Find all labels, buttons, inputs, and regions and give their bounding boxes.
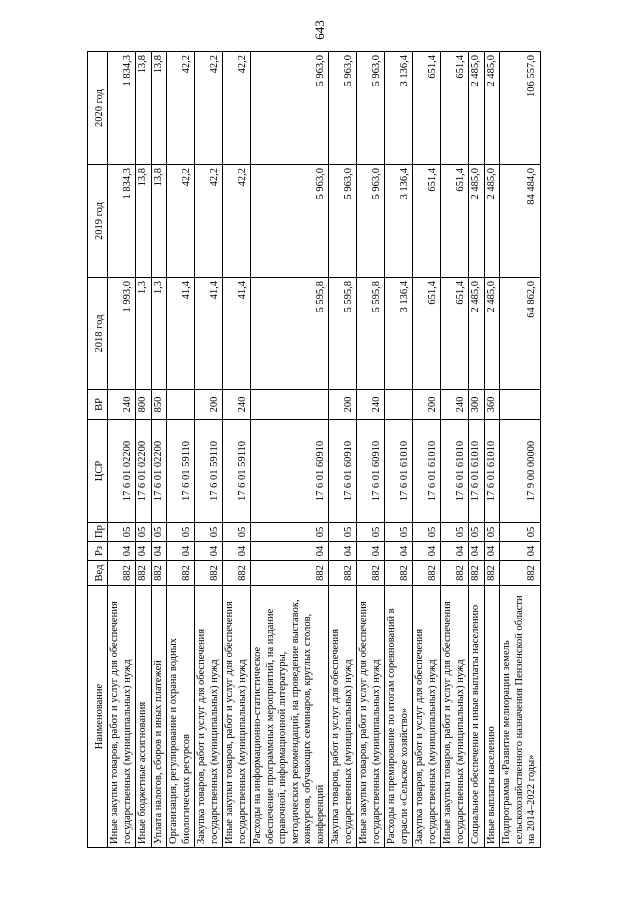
- cell-vr: 800: [136, 390, 152, 420]
- cell-ved: 882: [251, 561, 329, 586]
- cell-csr: 17 9 00 00000: [500, 420, 541, 523]
- cell-rz: 04: [167, 542, 195, 561]
- cell-2018: 2 485,0: [484, 278, 500, 390]
- rotated-table-wrapper: [87, 52, 541, 848]
- cell-csr: 17 6 01 61010: [441, 420, 469, 523]
- cell-pr: 05: [151, 523, 167, 542]
- table-row: [108, 52, 136, 848]
- cell-name: Закупка товаров, работ и услуг для обеспечения государственных (муниципальных) нужд: [329, 586, 357, 848]
- cell-2018: 651,4: [441, 278, 469, 390]
- cell-name: Социальное обеспечение и иные выплаты населению: [469, 586, 485, 848]
- cell-pr: 05: [500, 523, 541, 542]
- cell-name: Иные закупки товаров, работ и услуг для обеспечения государственных (муниципальных) нужд: [357, 586, 385, 848]
- table-row: [385, 52, 413, 848]
- table-row: [357, 52, 385, 848]
- table-row: [441, 52, 469, 848]
- cell-vr: 200: [329, 390, 357, 420]
- cell-rz: 04: [136, 542, 152, 561]
- cell-ved: 882: [484, 561, 500, 586]
- cell-ved: 882: [441, 561, 469, 586]
- cell-2018: 2 485,0: [469, 278, 485, 390]
- cell-rz: 04: [441, 542, 469, 561]
- header-ved: Вед: [88, 561, 108, 586]
- cell-name: Иные выплаты населению: [484, 586, 500, 848]
- cell-csr: 17 6 01 61010: [484, 420, 500, 523]
- cell-vr: [251, 390, 329, 420]
- cell-csr: 17 6 01 59110: [223, 420, 251, 523]
- table-body: [108, 52, 541, 848]
- cell-csr: 17 6 01 61010: [385, 420, 413, 523]
- cell-pr: 05: [413, 523, 441, 542]
- cell-name: Подпрограмма «Развитие мелиорации земель сельскохозяйственного назначения Пензенской области на 2014–2022 годы»: [500, 586, 541, 848]
- cell-pr: 05: [357, 523, 385, 542]
- cell-rz: 04: [251, 542, 329, 561]
- cell-2019: 5 963,0: [251, 165, 329, 278]
- cell-2019: 84 484,0: [500, 165, 541, 278]
- cell-vr: 200: [195, 390, 223, 420]
- cell-2020: 13,8: [151, 52, 167, 165]
- cell-name: Иные бюджетные ассигнования: [136, 586, 152, 848]
- table-row: [251, 52, 329, 848]
- cell-2018: 5 595,8: [357, 278, 385, 390]
- cell-2020: 2 485,0: [484, 52, 500, 165]
- cell-2019: 651,4: [441, 165, 469, 278]
- cell-2018: 41,4: [167, 278, 195, 390]
- cell-ved: 882: [357, 561, 385, 586]
- cell-2019: 651,4: [413, 165, 441, 278]
- table-row: [469, 52, 485, 848]
- cell-ved: 882: [136, 561, 152, 586]
- cell-2020: 2 485,0: [469, 52, 485, 165]
- cell-pr: 05: [329, 523, 357, 542]
- cell-2020: 5 963,0: [329, 52, 357, 165]
- cell-name: Иные закупки товаров, работ и услуг для обеспечения государственных (муниципальных) нужд: [441, 586, 469, 848]
- cell-2018: 651,4: [413, 278, 441, 390]
- cell-ved: 882: [413, 561, 441, 586]
- cell-vr: 850: [151, 390, 167, 420]
- cell-vr: [385, 390, 413, 420]
- header-csr: ЦСР: [88, 420, 108, 523]
- cell-csr: 17 6 01 61010: [469, 420, 485, 523]
- cell-2020: 651,4: [441, 52, 469, 165]
- cell-2018: 41,4: [195, 278, 223, 390]
- table-row: [223, 52, 251, 848]
- cell-2019: 42,2: [167, 165, 195, 278]
- cell-name: Иные закупки товаров, работ и услуг для обеспечения государственных (муниципальных) нужд: [108, 586, 136, 848]
- cell-2020: 42,2: [195, 52, 223, 165]
- table-row: [413, 52, 441, 848]
- cell-rz: 04: [108, 542, 136, 561]
- header-pr: Пр: [88, 523, 108, 542]
- cell-pr: 05: [251, 523, 329, 542]
- cell-2019: 5 963,0: [329, 165, 357, 278]
- cell-csr: 17 6 01 02200: [136, 420, 152, 523]
- cell-csr: 17 6 01 59110: [195, 420, 223, 523]
- cell-csr: 17 6 01 61010: [413, 420, 441, 523]
- cell-vr: 240: [441, 390, 469, 420]
- header-name: Наименование: [88, 586, 108, 848]
- cell-2020: 5 963,0: [357, 52, 385, 165]
- cell-vr: 360: [484, 390, 500, 420]
- cell-ved: 882: [385, 561, 413, 586]
- cell-rz: 04: [151, 542, 167, 561]
- cell-vr: 240: [357, 390, 385, 420]
- cell-2020: 42,2: [167, 52, 195, 165]
- cell-rz: 04: [469, 542, 485, 561]
- cell-pr: 05: [469, 523, 485, 542]
- cell-rz: 04: [500, 542, 541, 561]
- table-row: [167, 52, 195, 848]
- cell-2019: 42,2: [223, 165, 251, 278]
- cell-pr: 05: [136, 523, 152, 542]
- cell-2019: 5 963,0: [357, 165, 385, 278]
- cell-2020: 1 834,3: [108, 52, 136, 165]
- cell-2019: 13,8: [151, 165, 167, 278]
- cell-vr: 240: [108, 390, 136, 420]
- header-row: [88, 52, 108, 848]
- cell-ved: 882: [223, 561, 251, 586]
- header-2019: 2019 год: [88, 165, 108, 278]
- cell-2019: 1 834,3: [108, 165, 136, 278]
- cell-rz: 04: [223, 542, 251, 561]
- header-2018: 2018 год: [88, 278, 108, 390]
- cell-ved: 882: [108, 561, 136, 586]
- header-vr: ВР: [88, 390, 108, 420]
- header-rz: Рз: [88, 542, 108, 561]
- cell-2018: 1,3: [136, 278, 152, 390]
- cell-vr: [500, 390, 541, 420]
- cell-2020: 42,2: [223, 52, 251, 165]
- cell-pr: 05: [195, 523, 223, 542]
- cell-vr: [167, 390, 195, 420]
- page-number: 643: [312, 20, 327, 40]
- cell-rz: 04: [413, 542, 441, 561]
- table-row: [195, 52, 223, 848]
- header-2020: 2020 год: [88, 52, 108, 165]
- cell-vr: 300: [469, 390, 485, 420]
- cell-vr: 240: [223, 390, 251, 420]
- cell-rz: 04: [329, 542, 357, 561]
- cell-2020: 3 136,4: [385, 52, 413, 165]
- cell-2018: 5 595,8: [251, 278, 329, 390]
- table-row: [500, 52, 541, 848]
- cell-csr: 17 6 01 59110: [167, 420, 195, 523]
- cell-name: Закупка товаров, работ и услуг для обеспечения государственных (муниципальных) нужд: [195, 586, 223, 848]
- cell-csr: 17 6 01 60910: [251, 420, 329, 523]
- cell-2020: 651,4: [413, 52, 441, 165]
- cell-name: Организация, регулирование и охрана водных биологических ресурсов: [167, 586, 195, 848]
- budget-table: [87, 51, 541, 848]
- cell-2019: 42,2: [195, 165, 223, 278]
- cell-rz: 04: [357, 542, 385, 561]
- cell-ved: 882: [195, 561, 223, 586]
- table-row: [484, 52, 500, 848]
- cell-2018: 3 136,4: [385, 278, 413, 390]
- cell-name: Расходы на премирование по итогам соревнований в отрасли «Сельское хозяйство»: [385, 586, 413, 848]
- cell-2018: 1 993,0: [108, 278, 136, 390]
- cell-ved: 882: [167, 561, 195, 586]
- cell-name: Закупка товаров, работ и услуг для обеспечения государственных (муниципальных) нужд: [413, 586, 441, 848]
- cell-ved: 882: [500, 561, 541, 586]
- cell-ved: 882: [469, 561, 485, 586]
- cell-2019: 3 136,4: [385, 165, 413, 278]
- cell-pr: 05: [385, 523, 413, 542]
- cell-rz: 04: [385, 542, 413, 561]
- cell-ved: 882: [151, 561, 167, 586]
- cell-2018: 5 595,8: [329, 278, 357, 390]
- cell-csr: 17 6 01 02200: [151, 420, 167, 523]
- cell-pr: 05: [484, 523, 500, 542]
- cell-csr: 17 6 01 60910: [329, 420, 357, 523]
- cell-pr: 05: [441, 523, 469, 542]
- cell-2019: 13,8: [136, 165, 152, 278]
- cell-ved: 882: [329, 561, 357, 586]
- table-row: [136, 52, 152, 848]
- cell-2018: 1,3: [151, 278, 167, 390]
- table-row: [329, 52, 357, 848]
- cell-2018: 64 862,0: [500, 278, 541, 390]
- cell-name: Уплата налогов, сборов и иных платежей: [151, 586, 167, 848]
- cell-pr: 05: [223, 523, 251, 542]
- cell-csr: 17 6 01 60910: [357, 420, 385, 523]
- table-row: [151, 52, 167, 848]
- cell-vr: 200: [413, 390, 441, 420]
- cell-rz: 04: [195, 542, 223, 561]
- cell-2019: 2 485,0: [469, 165, 485, 278]
- cell-rz: 04: [484, 542, 500, 561]
- cell-2020: 106 557,0: [500, 52, 541, 165]
- cell-2019: 2 485,0: [484, 165, 500, 278]
- cell-pr: 05: [167, 523, 195, 542]
- cell-2018: 41,4: [223, 278, 251, 390]
- cell-name: Расходы на информационно-статистическое обеспечение программных мероприятий, на издание справочной, информационной литературы, методических рекомендаций, на проведение выставок, конкурсов, обучающих семинаров, круглых столов, конференций: [251, 586, 329, 848]
- cell-name: Иные закупки товаров, работ и услуг для обеспечения государственных (муниципальных) нужд: [223, 586, 251, 848]
- cell-2020: 5 963,0: [251, 52, 329, 165]
- cell-pr: 05: [108, 523, 136, 542]
- cell-2020: 13,8: [136, 52, 152, 165]
- cell-csr: 17 6 01 02200: [108, 420, 136, 523]
